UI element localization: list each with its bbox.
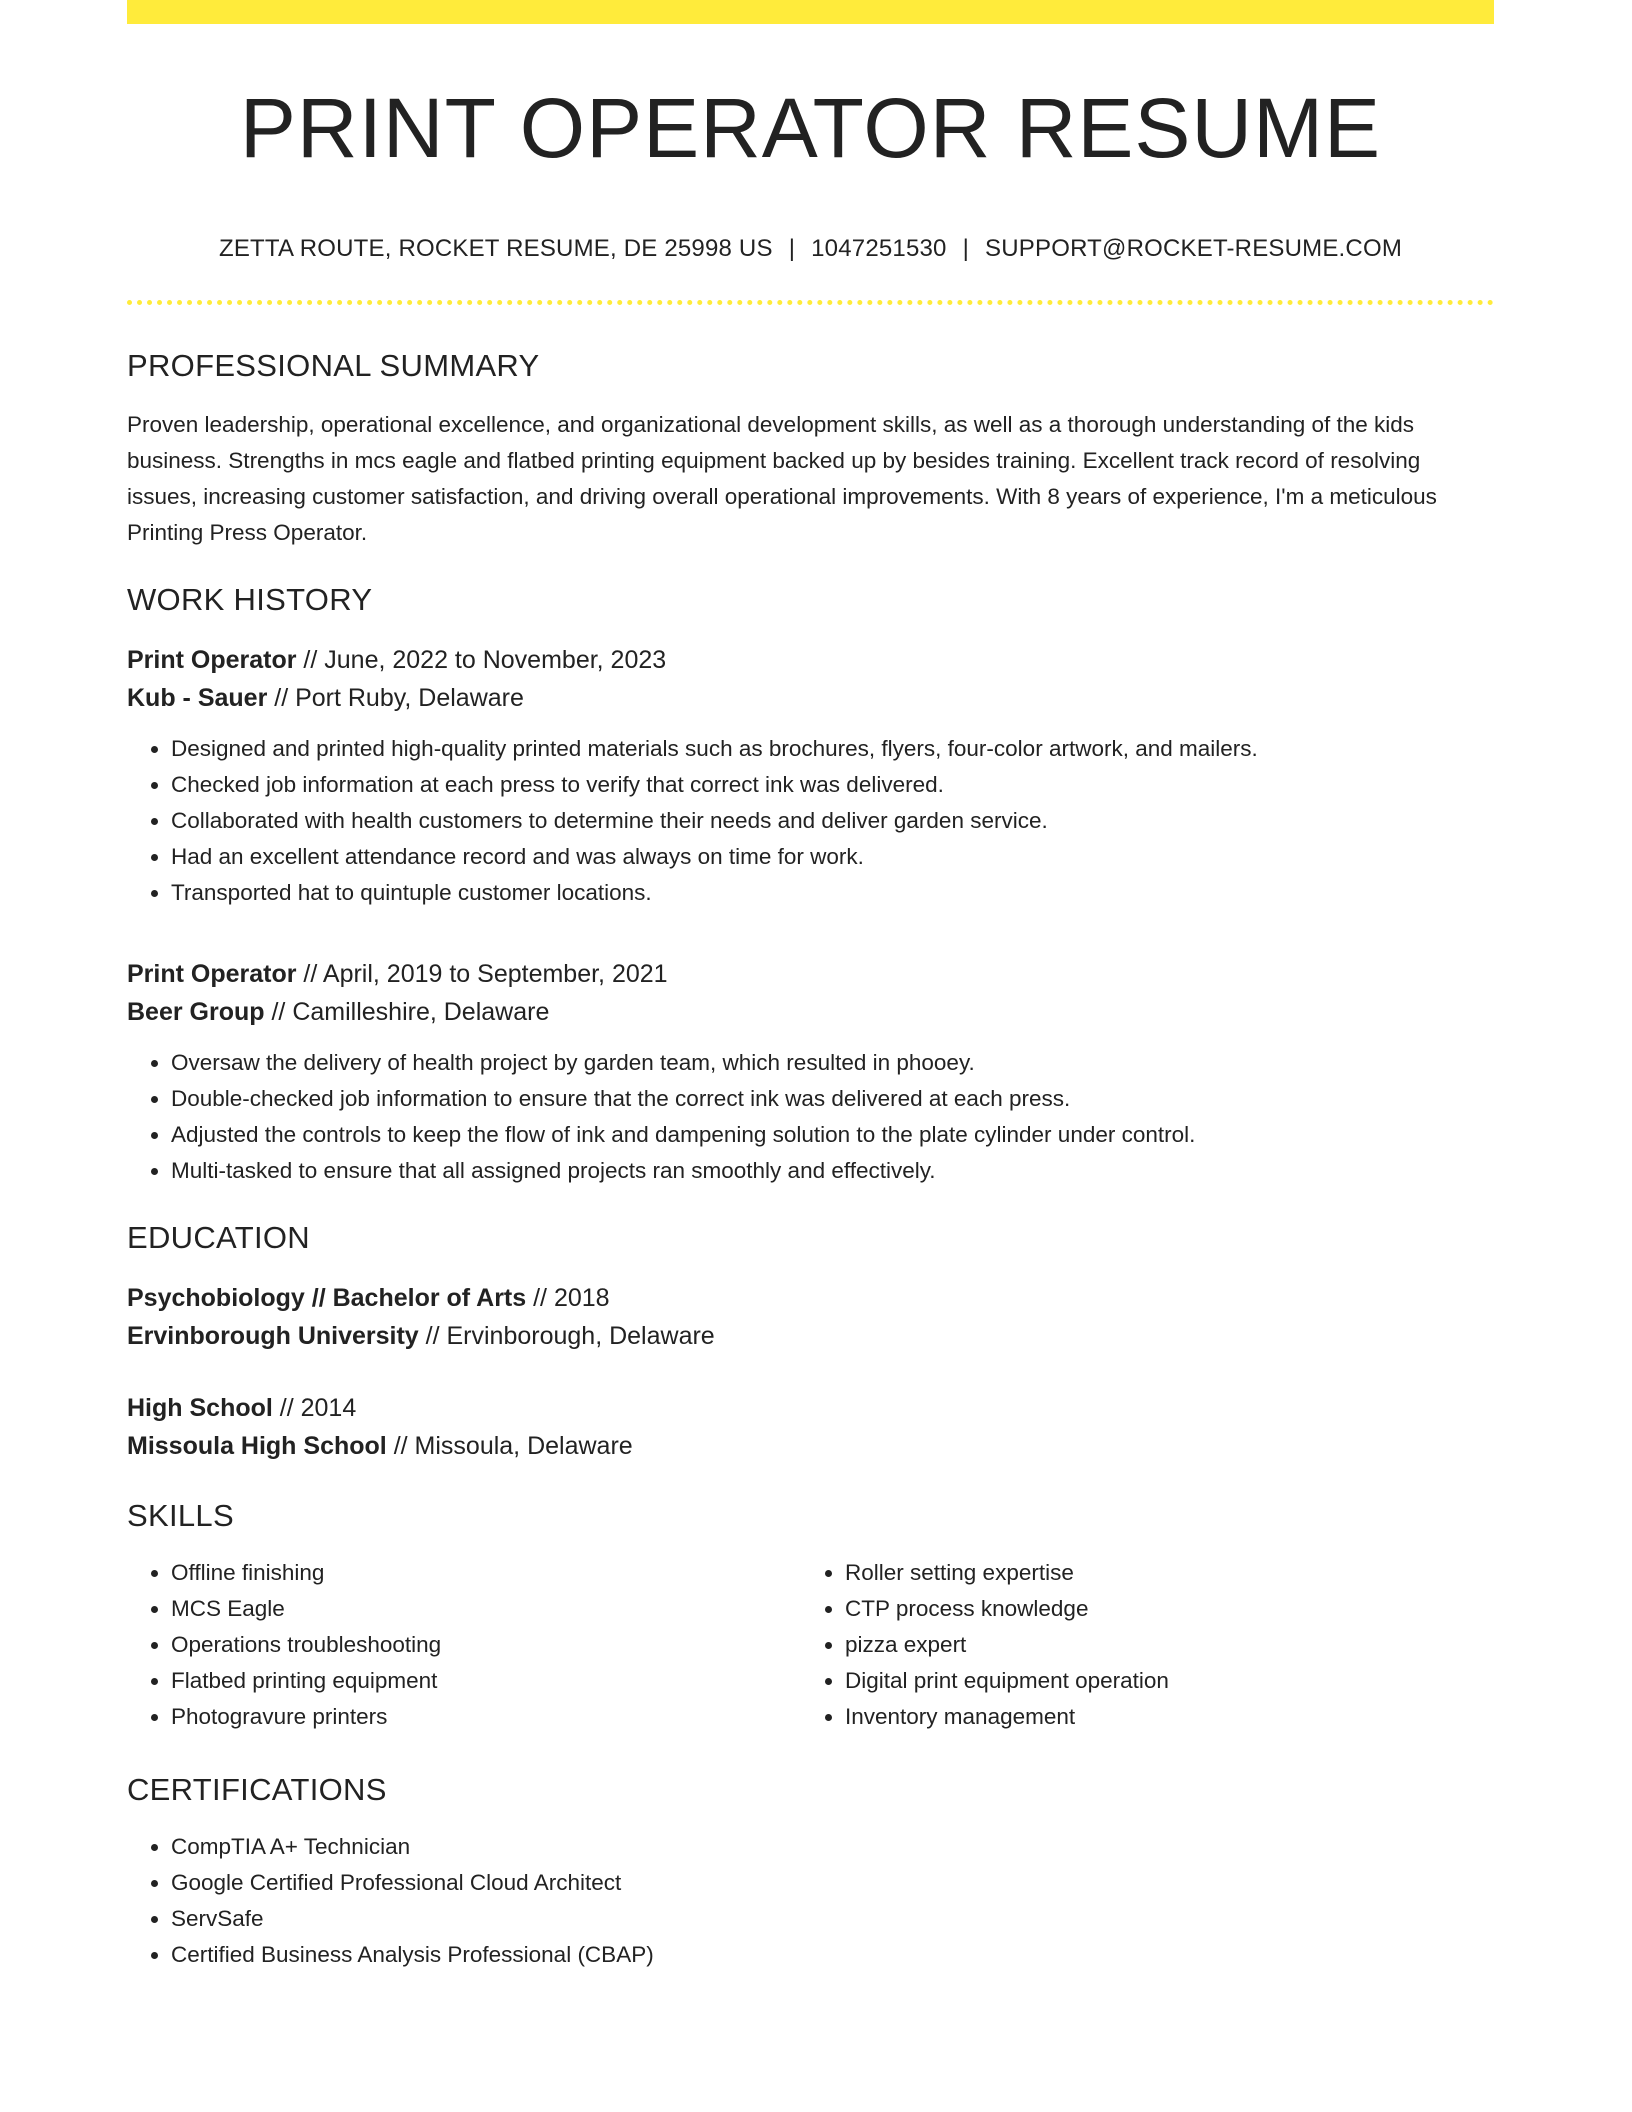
skills-left-column	[127, 1555, 801, 1735]
resume-title: PRINT OPERATOR RESUME	[239, 81, 1382, 175]
certification-item: • Google Certified Professional Cloud Architect	[171, 1865, 1494, 1901]
contact-phone: 1047251530	[811, 235, 947, 262]
certification-item: • ServSafe	[171, 1901, 1494, 1937]
job-role-line	[127, 641, 1494, 679]
summary-text: Proven leadership, operational excellence, and organizational development skills, as well as a thorough understanding of the kids business. Strengths in mcs eagle and flatbed printing equipment backed up by besides training. Excellent track record of resolving issues, increasing customer satisfaction, and driving overall operational improvements. With 8 years of experience, I'm a meticulous Printing Press Operator.	[127, 412, 1437, 545]
education-degree: Psychobiology // Bachelor of Arts	[127, 1284, 527, 1312]
job-entry	[127, 955, 1494, 1189]
education-school-line	[127, 1427, 1494, 1465]
skill-item: • Operations troubleshooting	[171, 1627, 801, 1663]
work-history-heading: WORK HISTORY	[127, 582, 373, 617]
education-school-line	[127, 1317, 1494, 1355]
job-bullet: • Collaborated with health customers to determine their needs and deliver garden service.	[171, 803, 1494, 839]
contact-email: SUPPORT@ROCKET-RESUME.COM	[985, 235, 1403, 262]
skill-item: • MCS Eagle	[171, 1591, 801, 1627]
certifications-heading: CERTIFICATIONS	[127, 1772, 387, 1807]
job-bullet: • Designed and printed high-quality printed materials such as brochures, flyers, four-color artwork, and mailers.	[171, 731, 1494, 767]
job-dates: // April, 2019 to September, 2021	[296, 960, 668, 988]
job-bullet: • Had an excellent attendance record and was always on time for work.	[171, 839, 1494, 875]
contact-separator: |	[788, 235, 796, 262]
job-company: Kub - Sauer	[127, 684, 268, 712]
job-company: Beer Group	[127, 998, 265, 1026]
job-bullets	[127, 731, 1494, 911]
job-role-line	[127, 955, 1494, 993]
job-bullet: • Transported hat to quintuple customer locations.	[171, 875, 1494, 911]
job-bullets	[127, 1045, 1494, 1189]
certification-item: • CompTIA A+ Technician	[171, 1829, 1494, 1865]
education-degree-line	[127, 1389, 1494, 1427]
dotted-divider	[127, 300, 1494, 305]
skill-item: • CTP process knowledge	[845, 1591, 1475, 1627]
job-bullet: • Double-checked job information to ensure that the correct ink was delivered at each press.	[171, 1081, 1494, 1117]
job-bullet: • Adjusted the controls to keep the flow of ink and dampening solution to the plate cylinder under control.	[171, 1117, 1494, 1153]
education-school: Missoula High School	[127, 1432, 387, 1460]
job-company-line	[127, 993, 1494, 1031]
education-year: // 2014	[272, 1394, 357, 1422]
top-accent-bar	[127, 0, 1494, 24]
skill-item: • Offline finishing	[171, 1555, 801, 1591]
skills-right-column	[801, 1555, 1475, 1735]
job-location: // Camilleshire, Delaware	[264, 998, 550, 1026]
education-location: // Missoula, Delaware	[386, 1432, 633, 1460]
skills-grid	[127, 1555, 1494, 1735]
job-role: Print Operator	[127, 960, 297, 988]
skill-item: • pizza expert	[845, 1627, 1475, 1663]
resume-page	[127, 0, 1494, 1973]
education-year: // 2018	[526, 1284, 610, 1312]
summary-heading: PROFESSIONAL SUMMARY	[127, 348, 540, 383]
education-degree-line	[127, 1279, 1494, 1317]
job-role: Print Operator	[127, 646, 297, 674]
skill-item: • Roller setting expertise	[845, 1555, 1475, 1591]
education-heading: EDUCATION	[127, 1220, 310, 1255]
contact-line	[127, 234, 1494, 264]
skill-item: • Digital print equipment operation	[845, 1663, 1475, 1699]
skill-item: • Inventory management	[845, 1699, 1475, 1735]
education-entry	[127, 1279, 1494, 1355]
education-entry	[127, 1389, 1494, 1465]
education-school: Ervinborough University	[127, 1322, 419, 1350]
skills-heading: SKILLS	[127, 1498, 234, 1533]
contact-address: ZETTA ROUTE, ROCKET RESUME, DE 25998 US	[218, 235, 773, 262]
skill-item: • Flatbed printing equipment	[171, 1663, 801, 1699]
skill-item: • Photogravure printers	[171, 1699, 801, 1735]
certifications-list	[127, 1829, 1494, 1973]
contact-separator: |	[962, 235, 970, 262]
job-bullet: • Checked job information at each press to verify that correct ink was delivered.	[171, 767, 1494, 803]
job-entry	[127, 641, 1494, 911]
certification-item: • Certified Business Analysis Professional (CBAP)	[171, 1937, 1494, 1973]
education-degree: High School	[127, 1394, 273, 1422]
job-dates: // June, 2022 to November, 2023	[296, 646, 667, 674]
job-location: // Port Ruby, Delaware	[267, 684, 524, 712]
education-location: // Ervinborough, Delaware	[418, 1322, 715, 1350]
job-company-line	[127, 679, 1494, 717]
job-bullet: • Oversaw the delivery of health project by garden team, which resulted in phooey.	[171, 1045, 1494, 1081]
job-bullet: • Multi-tasked to ensure that all assigned projects ran smoothly and effectively.	[171, 1153, 1494, 1189]
